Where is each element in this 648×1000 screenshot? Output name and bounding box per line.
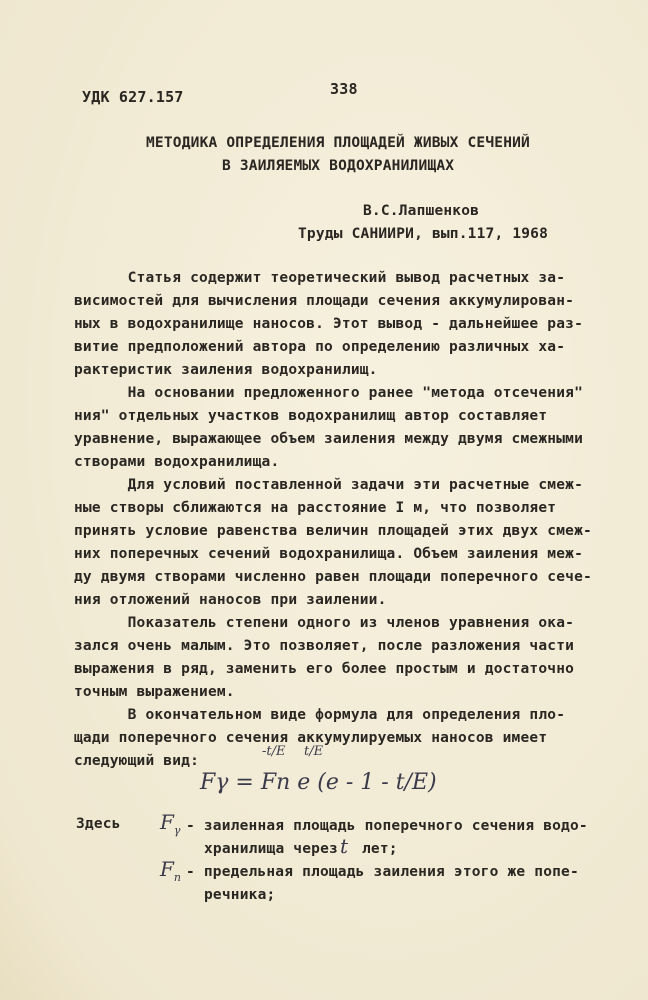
formula-exponent-1: -t/E — [262, 744, 286, 759]
title-line-2: В ЗАИЛЯЕМЫХ ВОДОХРАНИЛИЩАХ — [222, 158, 455, 174]
body-line: принять условие равенства величин площадей этих двух смеж- — [74, 523, 592, 539]
body-line: ния отложений наносов при заилении. — [74, 592, 387, 608]
formula-exponent-2: t/E — [304, 744, 324, 759]
body-line: ния" отдельных участков водохранилищ автор составляет — [74, 408, 548, 424]
body-line: ные створы сближаются на расстояние I м, что позволяет — [74, 500, 557, 516]
body-line: зался очень малым. Это позволяет, после разложения части — [74, 638, 575, 654]
body-line: уравнение, выражающее объем заиления между двумя смежными — [74, 431, 583, 447]
body-line: створами водохранилища. — [74, 454, 280, 470]
body-line: следующий вид: — [74, 753, 200, 769]
definition-2-line-1: - предельная площадь заиления этого же попе- — [186, 864, 579, 880]
body-line: Показатель степени одного из членов уравнения ока- — [74, 615, 575, 631]
symbol-f-gamma: $F_\gamma$ — [160, 810, 181, 837]
author: В.С.Лапшенков — [363, 203, 480, 219]
body-line: ду двумя створами численно равен площади поперечного сече- — [74, 569, 592, 585]
udk-code: УДК 627.157 — [82, 88, 184, 106]
body-line: рактеристик заиления водохранилищ. — [74, 362, 378, 378]
body-line: них поперечных сечений водохранилища. Объем заиления меж- — [74, 546, 583, 562]
body-line: витие предположений автора по определению различных ха- — [74, 339, 566, 355]
symbol-f-n: $F_п$ — [160, 857, 181, 884]
definition-1-line-2: хранилища через — [204, 841, 338, 857]
definitions-label: Здесь — [76, 816, 121, 832]
body-line: точным выражением. — [74, 684, 235, 700]
variable-t: t — [340, 834, 349, 858]
body-line: В окончательном виде формула для определения пло- — [74, 707, 566, 723]
body-line: На основании предложенного ранее "метода отсечения" — [74, 385, 583, 401]
title-line-1: МЕТОДИКА ОПРЕДЕЛЕНИЯ ПЛОЩАДЕЙ ЖИВЫХ СЕЧЕНИЙ — [146, 135, 530, 151]
source: Труды САНИИРИ, вып.117, 1968 — [298, 226, 549, 242]
page-number: 338 — [330, 80, 358, 98]
definition-1-line-2b: лет; — [362, 841, 398, 857]
body-line: Для условий поставленной задачи эти расчетные смеж- — [74, 477, 583, 493]
body-line: щади поперечного сечения аккумулируемых наносов имеет — [74, 730, 548, 746]
definition-2-line-2: речника; — [204, 887, 276, 903]
definition-1-line-1: - заиленная площадь поперечного сечения водо- — [186, 818, 588, 834]
body-line: Статья содержит теоретический вывод расчетных за- — [74, 270, 566, 286]
body-line: выражения в ряд, заменить его более простым и достаточно — [74, 661, 575, 677]
body-line: висимостей для вычисления площади сечения аккумулирован- — [74, 293, 575, 309]
body-line: ных в водохранилище наносов. Этот вывод - дальнейшее раз- — [74, 316, 583, 332]
formula: Fγ = Fп e (e - 1 - t/E) — [200, 770, 437, 795]
